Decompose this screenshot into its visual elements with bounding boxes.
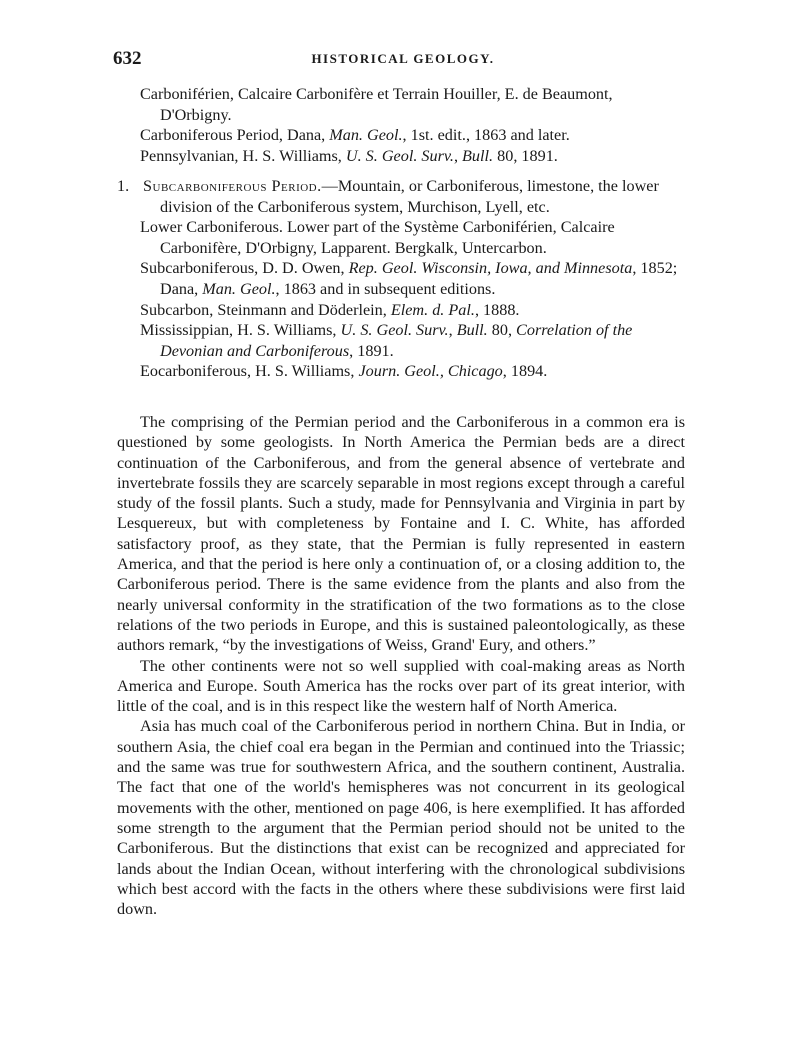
page-number: 632 [113,48,142,69]
subcarboniferous-section [117,176,685,382]
italic-citation: Rep. Geol. Wisconsin, Iowa, and Minnesota [348,259,633,278]
italic-citation: Man. Geol. [202,279,276,298]
section-description: —Mountain, or Carboniferous, limestone, the lower division of the Carboniferous system, Murchison, Lyell, etc. [160,177,659,216]
synonym-list [140,217,685,382]
list-item: Carboniférien, Calcaire Carbonifère et Terrain Houiller, E. de Beaumont, D'Orbigny. [140,85,613,124]
italic-citation: Bull. [456,321,488,340]
section-number: 1. [117,177,130,195]
list-item: Lower Carboniferous. Lower part of the Système Carboniférien, Calcaire Carbonifère, D'Orbigny, Lapparent. Bergkalk, Untercarbon. [140,218,615,257]
list-item: Pennsylvanian, H. S. Williams, U. S. Geol. Surv., Bull. 80, 1891. [140,146,558,165]
italic-citation: Bull. [462,146,494,165]
section-lead [117,176,685,217]
list-item: Carboniferous Period, Dana, Man. Geol., 1st. edit., 1863 and later. [140,126,570,145]
section-heading: Subcarboniferous Period. [143,177,322,195]
list-item: Mississippian, H. S. Williams, U. S. Geol. Surv., Bull. 80, Correlation of the Devonian and Carboniferous, 1891. [140,321,633,360]
italic-citation: U. S. Geol. Surv. [345,146,454,165]
italic-citation: U. S. Geol. Surv. [340,321,449,340]
paragraph: The comprising of the Permian period and the Carboniferous in a common era is questioned by some geologists. In North America the Permian beds are a direct continuation of the Carboniferous, and from the general absence of vertebrate and invertebrate fossils they are scarcely separable in most regions except through a careful study of the fossil plants. Such a study, made for Pennsylvania and Virginia in part by Lesquereux, but with completeness by Fontaine and I. C. White, has afforded satisfactory proof, as they state, that the Permian is fully represented in eastern America, and that the period is here only a continuation of, or a closing addition to, the Carboniferous period. There is the same evidence from the plants and also from the nearly universal conformity in the stratification of the two formations as to the close relations of the two periods in Europe, and this is sustained paleontologically, as these authors remark, “by the investigations of Weiss, Grand' Eury, and others.” [117,413,685,655]
body-text [117,412,685,919]
upper-synonym-list [140,84,685,166]
paragraph: The other continents were not so well supplied with coal-making areas as North America and Europe. South America has the rocks over part of its great interior, with little of the coal, and is in this respect like the western half of North America. [117,656,685,716]
italic-citation: Man. Geol. [329,126,403,145]
running-head: HISTORICAL GEOLOGY. [311,51,495,66]
italic-citation: Journ. Geol., Chicago [358,362,503,381]
paragraph: Asia has much coal of the Carboniferous period in northern China. But in India, or southern Asia, the chief coal era began in the Permian and continued into the Triassic; and the same was true for southwestern Africa, and the southern continent, Australia. The fact that one of the world's hemispheres was not concurrent in its geological movements with the other, mentioned on page 406, is here exemplified. It has afforded some strength to the argument that the Permian period should not be united to the Carboniferous. But the distinctions that exist can be recognized and appreciated for lands about the Indian Ocean, without interfering with the chronological subdivisions which best accord with the facts in the others where these subdivisions were first laid down. [117,717,685,919]
page-header [113,44,693,74]
italic-citation: Correlation of the Devonian and Carboniferous [160,321,633,360]
italic-citation: Elem. d. Pal. [390,300,475,319]
list-item: Eocarboniferous, H. S. Williams, Journ. Geol., Chicago, 1894. [140,362,548,381]
list-item: Subcarboniferous, D. D. Owen, Rep. Geol. Wisconsin, Iowa, and Minnesota, 1852; Dana, Man. Geol., 1863 and in subsequent editions. [140,259,678,298]
list-item: Subcarbon, Steinmann and Döderlein, Elem. d. Pal., 1888. [140,300,520,319]
